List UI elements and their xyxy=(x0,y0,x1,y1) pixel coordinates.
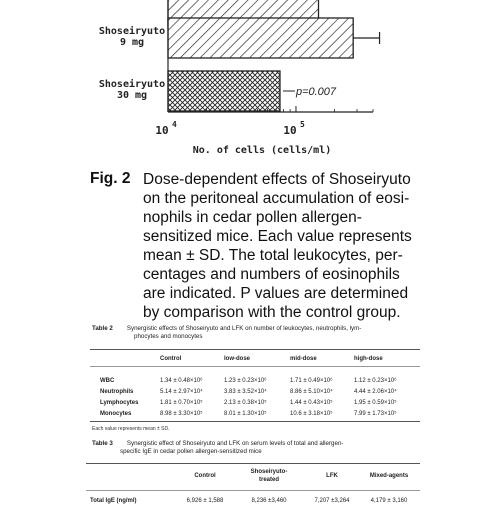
table2-header-row xyxy=(100,353,418,364)
table3-top-rule xyxy=(86,463,420,464)
row-label: Lymphocytes xyxy=(100,399,139,406)
table-row xyxy=(90,495,418,506)
table3 xyxy=(90,468,418,506)
table-cell: 1.34 ± 0.48×10⁶ xyxy=(160,377,203,384)
bar-chart xyxy=(0,0,500,160)
table3-header-cell: Shoseiryuto- treated xyxy=(250,469,288,483)
table3-header-rule xyxy=(86,490,420,491)
table-cell: 1.95 ± 0.59×10⁵ xyxy=(354,399,397,406)
caption-line: centages and numbers of eosinophils xyxy=(143,266,400,283)
caption-line: sensitized mice. Each value represents xyxy=(143,228,412,245)
table-cell: 8.86 ± 5.10×10⁴ xyxy=(290,388,333,395)
table2-header-cell: high-dose xyxy=(354,355,383,362)
table2-label: Table 2 xyxy=(92,325,113,332)
table-cell: 8,236 ±3,460 xyxy=(251,497,287,504)
caption-line: are indicated. P values are determined xyxy=(143,285,409,302)
p-value-annotation: p=0.007 xyxy=(295,86,337,98)
table3-header-cell: Control xyxy=(194,473,216,479)
caption-line: mean ± SD. The total leukocytes, per- xyxy=(143,247,403,264)
bar-3 xyxy=(168,71,280,111)
tick-label-exponent: 4 xyxy=(172,120,177,129)
row-label: Total IgE (ng/ml) xyxy=(90,497,137,504)
category-label: 30 mg xyxy=(116,90,148,101)
table2-top-rule xyxy=(90,349,420,350)
table3-header-row xyxy=(90,468,418,484)
row-label: Monocytes xyxy=(100,410,132,417)
figure-label: Fig. 2 xyxy=(90,170,131,187)
table-cell: 1.44 ± 0.43×10⁵ xyxy=(290,399,333,406)
tick-label-exponent: 5 xyxy=(299,120,305,129)
row-label: WBC xyxy=(100,377,115,384)
table2-note: Each value represents mean ± SD. xyxy=(92,426,170,432)
table-row xyxy=(100,375,418,386)
table-cell: 6,926 ± 1,588 xyxy=(186,497,224,504)
table3-header-cell xyxy=(90,468,176,484)
table-cell: 10.6 ± 3.18×10⁵ xyxy=(290,410,333,417)
table3-header-cell: Mixed-agents xyxy=(369,473,409,479)
caption-line: by comparison with the control group. xyxy=(143,304,401,321)
table3-caption-line: specific IgE in cedar pollen allergen-sensitized mice xyxy=(120,448,262,455)
table-cell: 1.12 ± 0.23×10⁶ xyxy=(354,377,397,384)
table-cell: 1.71 ± 0.49×10⁶ xyxy=(290,377,333,384)
table2-caption-line: phocytes and monocytes xyxy=(134,333,203,340)
figure-caption-text xyxy=(143,170,443,322)
table-cell: 4.44 ± 2.06×10⁴ xyxy=(354,388,397,395)
table-cell: 4,179 ± 3,160 xyxy=(370,497,408,504)
table3-caption xyxy=(92,440,343,456)
table-cell: 7,207 ±3,264 xyxy=(314,497,350,504)
table-row xyxy=(100,408,418,419)
table3-caption-line: Synergistic effect of Shoseiryuto and LFK on serum levels of total and allergen- xyxy=(126,440,344,447)
table-cell: 8.98 ± 3.30×10⁵ xyxy=(160,410,203,417)
caption-line: nophils in cedar pollen allergen- xyxy=(143,209,362,226)
x-axis-title: No. of cells (cells/ml) xyxy=(192,145,332,156)
table2-header-rule xyxy=(90,366,420,367)
category-label: Shoseiryuto xyxy=(98,79,166,90)
table-cell: 2.13 ± 0.38×10⁵ xyxy=(224,399,267,406)
bar-2 xyxy=(168,18,353,58)
caption-line: on the peritoneal accumulation of eosi- xyxy=(143,190,410,207)
table2-bottom-rule xyxy=(90,421,420,422)
table-cell: 5.14 ± 2.97×10⁴ xyxy=(160,388,203,395)
table-cell: 8.01 ± 1.30×10⁵ xyxy=(224,410,267,417)
table2 xyxy=(100,353,418,419)
row-label: Neutrophils xyxy=(100,388,134,395)
category-label: 9 mg xyxy=(119,37,145,48)
table-row xyxy=(100,397,418,408)
table2-header-cell xyxy=(100,353,160,364)
table2-caption xyxy=(92,325,361,341)
table-cell: 3.83 ± 3.52×10⁴ xyxy=(224,388,267,395)
table2-header-cell: Control xyxy=(160,355,182,362)
tick-label: 10 xyxy=(155,124,169,137)
table-cell: 1.23 ± 0.23×10⁶ xyxy=(224,377,267,384)
caption-line: Dose-dependent effects of Shoseiryuto xyxy=(143,171,411,188)
table2-caption-line: Synergistic effects of Shoseiryuto and LFK on number of leukocytes, neutrophils, lym- xyxy=(126,325,362,332)
category-label: Shoseiryuto xyxy=(98,26,166,37)
table3-header-cell: LFK xyxy=(326,473,338,479)
table2-header-cell: mid-dose xyxy=(290,355,317,362)
table-row xyxy=(100,386,418,397)
table-cell: 1.81 ± 0.70×10⁵ xyxy=(160,399,203,406)
table3-label: Table 3 xyxy=(92,440,113,447)
tick-label: 10 xyxy=(283,124,297,137)
table-cell: 7.99 ± 1.73×10⁵ xyxy=(354,410,397,417)
table2-header-cell: low-dose xyxy=(224,355,251,362)
